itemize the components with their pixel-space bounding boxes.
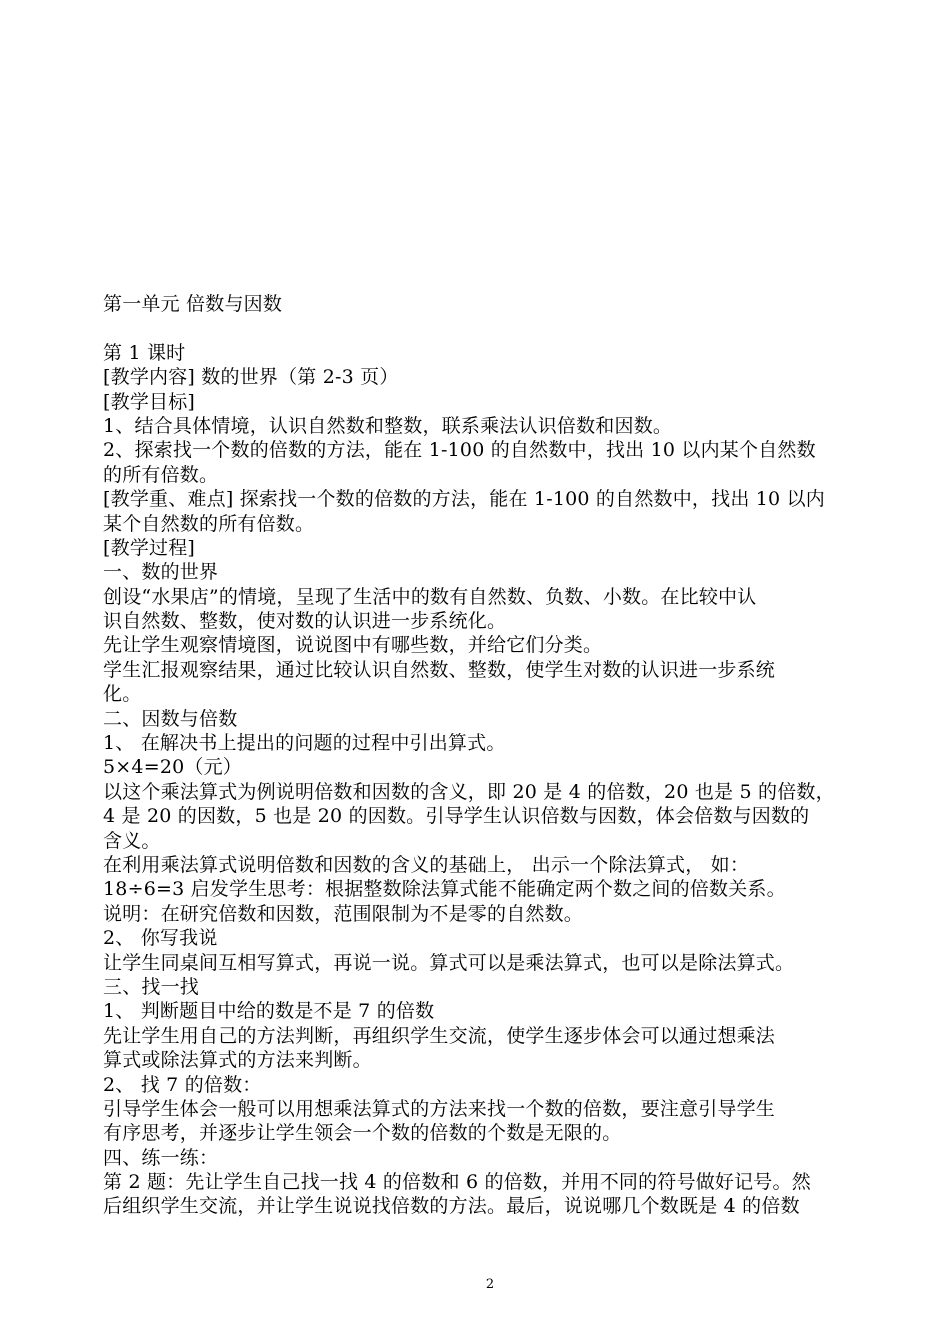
text-line: 第 1 课时 xyxy=(103,341,186,364)
text-line: [教学过程] xyxy=(103,536,196,559)
text-line: 一、数的世界 xyxy=(103,561,219,584)
text-line: 识自然数、整数，使对数的认识进一步系统化。 xyxy=(103,610,507,633)
text-line: 二、因数与倍数 xyxy=(103,707,238,730)
document-body xyxy=(103,292,883,1219)
text-line: 含义。 xyxy=(103,829,161,852)
text-lines xyxy=(103,341,883,1219)
text-line: 2、 找 7 的倍数： xyxy=(103,1073,262,1096)
text-line: 5×4=20（元） xyxy=(103,756,242,779)
text-line: 1、结合具体情境，认识自然数和整数，联系乘法认识倍数和因数。 xyxy=(103,414,673,437)
text-line: 第 2 题：先让学生自己找一找 4 的倍数和 6 的倍数，并用不同的符号做好记号。然 xyxy=(103,1171,811,1194)
text-line: 的所有倍数。 xyxy=(103,463,219,486)
text-line: 让学生同桌间互相写算式，再说一说。算式可以是乘法算式，也可以是除法算式。 xyxy=(103,951,795,974)
text-line: 创设“水果店”的情境，呈现了生活中的数有自然数、负数、小数。在比较中认 xyxy=(103,585,757,608)
text-line: 在利用乘法算式说明倍数和因数的含义的基础上， 出示一个除法算式， 如： xyxy=(103,853,750,876)
text-line: 2、 你写我说 xyxy=(103,927,218,950)
text-line: 说明：在研究倍数和因数，范围限制为不是零的自然数。 xyxy=(103,902,584,925)
text-line: 4 是 20 的因数，5 也是 20 的因数。引导学生认识倍数与因数，体会倍数与因数的 xyxy=(103,805,810,828)
text-line: 以这个乘法算式为例说明倍数和因数的含义，即 20 是 4 的倍数，20 也是 5 的倍数， xyxy=(103,780,835,803)
text-line: [教学内容] 数的世界（第 2-3 页） xyxy=(103,366,399,389)
text-line: 化。 xyxy=(103,683,142,706)
text-line: 算式或除法算式的方法来判断。 xyxy=(103,1049,372,1072)
text-line: 引导学生体会一般可以用想乘法算式的方法来找一个数的倍数，要注意引导学生 xyxy=(103,1097,776,1120)
text-line: [教学目标] xyxy=(103,390,196,413)
text-line: 有序思考，并逐步让学生领会一个数的倍数的个数是无限的。 xyxy=(103,1122,622,1145)
text-line: 先让学生用自己的方法判断，再组织学生交流，使学生逐步体会可以通过想乘法 xyxy=(103,1024,776,1047)
unit-title: 第一单元 倍数与因数 xyxy=(103,293,283,315)
text-line: 某个自然数的所有倍数。 xyxy=(103,512,315,535)
text-line: 后组织学生交流，并让学生说说找倍数的方法。最后，说说哪几个数既是 4 的倍数 xyxy=(103,1195,800,1218)
text-line: 18÷6=3 启发学生思考：根据整数除法算式能不能确定两个数之间的倍数关系。 xyxy=(103,878,786,901)
text-line: 1、 在解决书上提出的问题的过程中引出算式。 xyxy=(103,732,506,755)
text-line: 学生汇报观察结果，通过比较认识自然数、整数，使学生对数的认识进一步系统 xyxy=(103,658,776,681)
text-line: 1、 判断题目中给的数是不是 7 的倍数 xyxy=(103,1000,435,1023)
text-line: 三、找一找 xyxy=(103,975,200,998)
text-line: 四、练一练： xyxy=(103,1146,219,1169)
text-line: [教学重、难点] 探索找一个数的倍数的方法，能在 1-100 的自然数中，找出 10 以内 xyxy=(103,488,825,511)
text-line: 先让学生观察情境图，说说图中有哪些数，并给它们分类。 xyxy=(103,634,603,657)
page-number: 2 xyxy=(485,1277,495,1292)
text-line: 2、探索找一个数的倍数的方法，能在 1-100 的自然数中，找出 10 以内某个自然数 xyxy=(103,439,816,462)
